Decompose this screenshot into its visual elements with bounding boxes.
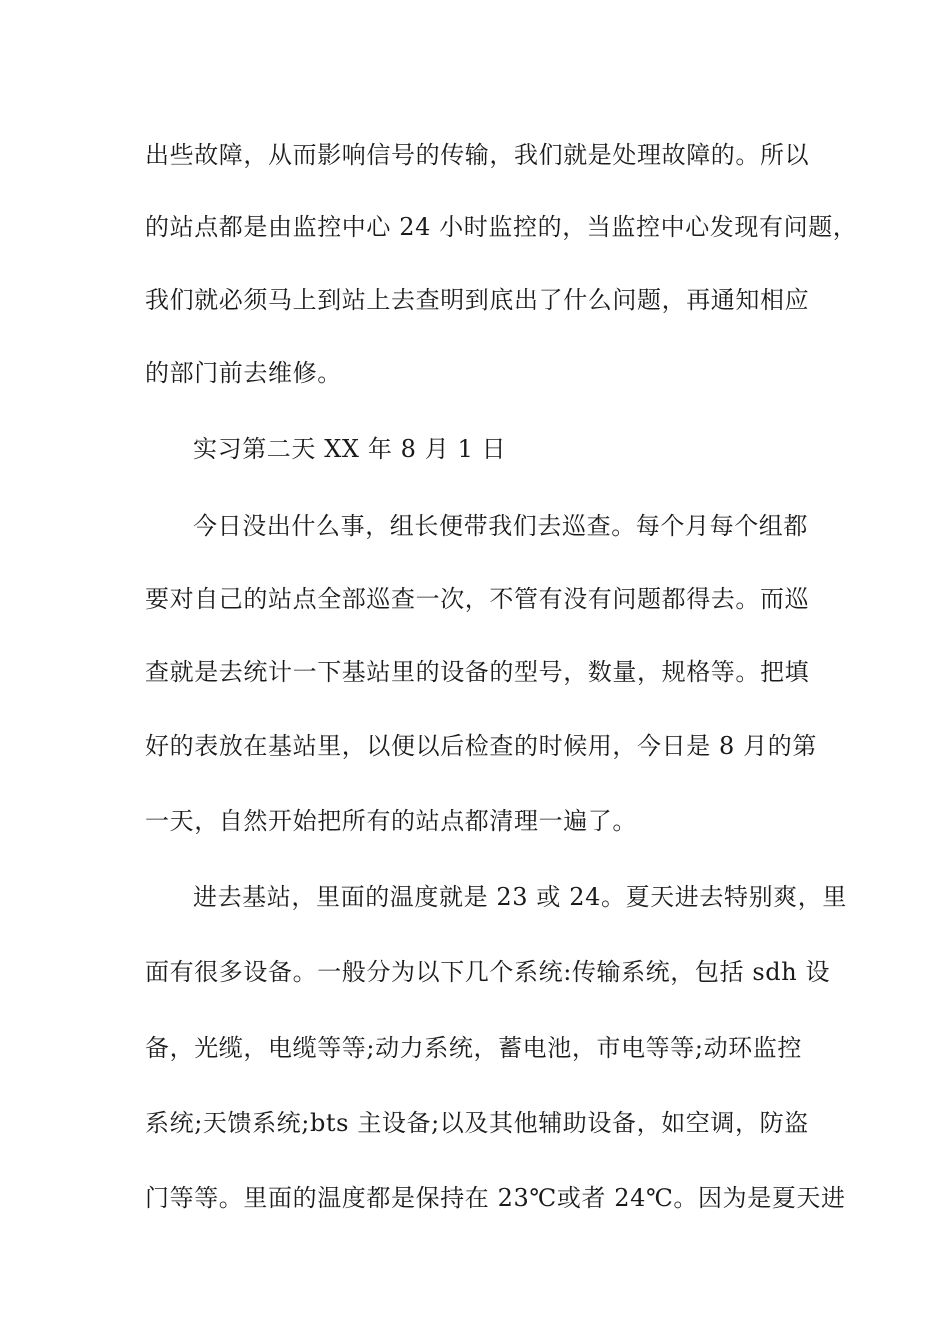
text-line-3: 我们就必须马上到站上去查明到底出了什么问题，再通知相应 [145,286,810,314]
text-line-13: 备，光缆，电缆等等;动力系统，蓄电池，市电等等;动环监控 [145,1034,802,1062]
text-line-11: 进去基站，里面的温度就是 23 或 24。夏天进去特别爽，里 [193,883,847,911]
text-line-1: 出些故障，从而影响信号的传输，我们就是处理故障的。所以 [145,141,810,169]
text-line-14: 系统;天馈系统;bts 主设备;以及其他辅助设备，如空调，防盗 [145,1109,809,1137]
text-line-6: 今日没出什么事，组长便带我们去巡查。每个月每个组都 [193,512,808,540]
section-heading: 实习第二天 XX 年 8 月 1 日 [193,435,507,463]
text-line-4: 的部门前去维修。 [145,359,342,387]
text-line-9: 好的表放在基站里，以便以后检查的时候用，今日是 8 月的第 [145,732,817,760]
text-line-15: 门等等。里面的温度都是保持在 23℃或者 24℃。因为是夏天进 [145,1184,846,1212]
text-line-10: 一天，自然开始把所有的站点都清理一遍了。 [145,807,637,835]
text-line-12: 面有很多设备。一般分为以下几个系统:传输系统，包括 sdh 设 [145,958,831,986]
text-line-8: 查就是去统计一下基站里的设备的型号，数量，规格等。把填 [145,658,810,686]
text-line-7: 要对自己的站点全部巡查一次，不管有没有问题都得去。而巡 [145,585,810,613]
text-line-2: 的站点都是由监控中心 24 小时监控的，当监控中心发现有问题， [145,213,858,241]
